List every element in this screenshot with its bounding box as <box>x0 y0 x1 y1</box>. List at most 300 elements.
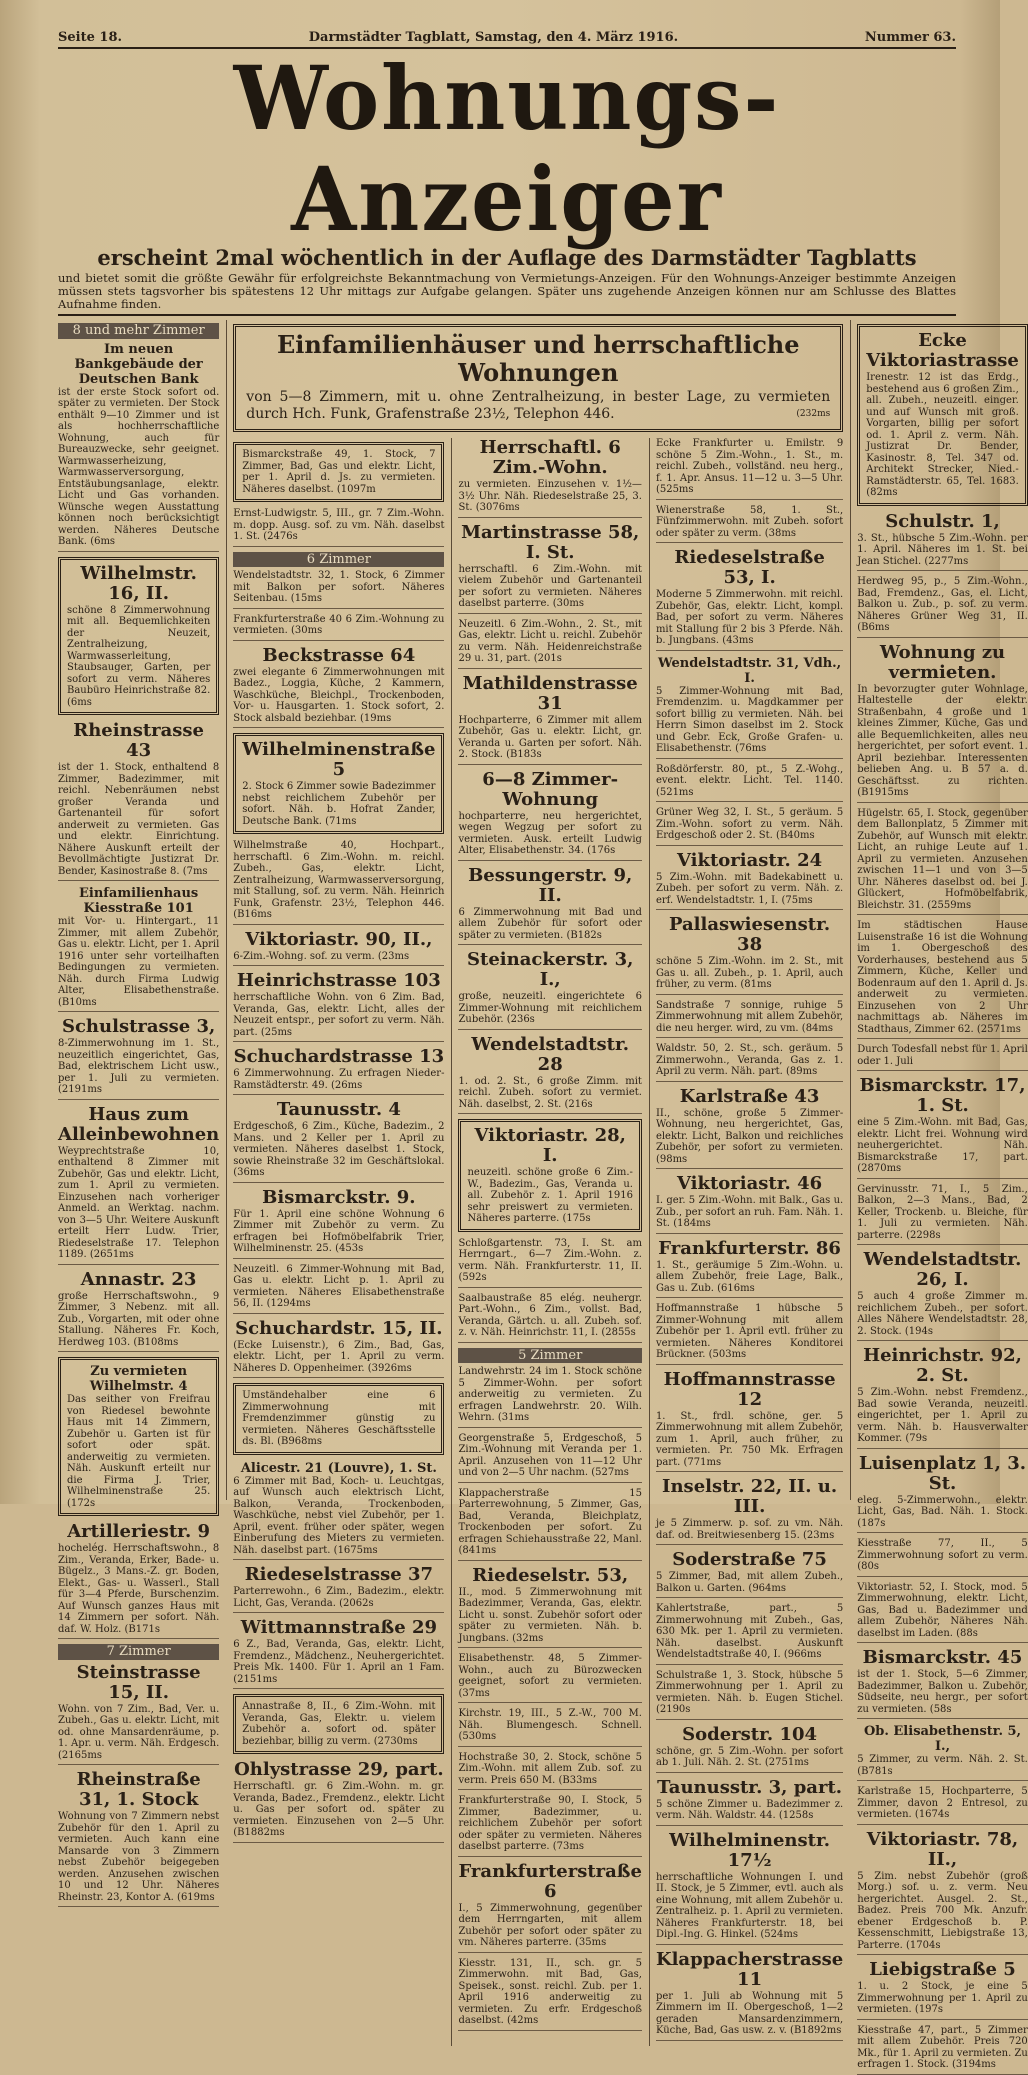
ad-text <box>857 1981 1028 2016</box>
ad-code: (71ms <box>325 815 357 827</box>
ad-title: Alicestr. 21 (Louvre), 1. St. <box>240 1460 437 1476</box>
ad-title: Luisenplatz 1, 3. St. <box>859 1452 1026 1494</box>
ad-code: (B1892ms <box>790 2025 842 2036</box>
ad-listing <box>58 1522 219 1639</box>
ad-text <box>233 570 444 605</box>
ad-text <box>458 1238 641 1284</box>
ad-listing <box>458 1035 641 1115</box>
ad-title: Riedeselstr. 53, <box>472 1564 629 1586</box>
ad-code: (2559ms <box>927 899 972 911</box>
ad-body: Wienerstraße 58, 1. St., Fünfzimmerwohn. mit Zubeh. sofort oder später zu verm. <box>655 504 844 539</box>
ad-text <box>58 1811 219 1903</box>
ad-listing <box>656 1670 843 1720</box>
ad-title: Beckstrasse 64 <box>262 644 416 666</box>
ad-title: Soderstraße 75 <box>672 1549 827 1570</box>
ad-code: (453s <box>335 1243 364 1254</box>
ad-code: (43ms <box>722 635 754 646</box>
ad-text <box>233 1068 444 1091</box>
ad-listing <box>233 930 444 967</box>
ad-body: Wohnung von 7 Zimmern nebst Zubehör für den 1. April zu vermieten. Auch kann eine Mansarde von 3 Zimmern nebst Zubehör beigegeben werden. Anzusehen zwischen 10 und 12 Uhr. Näheres Rheinstr. 23, Kontor A. <box>58 1811 220 1903</box>
ad-body: 1. St., frdl. schöne, ger. 5 Zimmerwohnung mit allem Zubehör, zum 1. April, auch früher, zu vermieten. Pr. 750 Mk. Erfragen part. <box>655 1410 844 1468</box>
ad-title: Steinstrasse 15, II. <box>76 1661 201 1703</box>
ad-listing <box>233 1383 444 1455</box>
ad-text <box>656 1746 843 1769</box>
ad-listing <box>458 438 641 518</box>
issue-number: Nummer 63. <box>864 30 956 45</box>
featured-title: Einfamilienhäuser und herrschaftliche Wohnungen <box>276 330 800 387</box>
ad-code: (503ms <box>708 1349 747 1360</box>
ad-body: hochparterre, neu hergerichtet, wegen Wegzug per sofort zu vermieten. Ausk. erteilt Ludwig Alter, Elisabethenstr. 34. <box>458 810 642 856</box>
ad-title: Riedeselstrasse 37 <box>244 1564 434 1585</box>
ad-text <box>857 1669 1028 1715</box>
ad-body: Schulstraße 1, 3. Stock, hübsche 5 Zimmerwohnung per 1. April zu vermieten. Näh. b. Eugen Stichel. <box>655 1669 844 1704</box>
ad-code: (841ms <box>458 1545 497 1556</box>
featured-code: (232ms <box>796 409 831 419</box>
ad-title: Im neuen Bankgebäude der Deutschen Bank <box>74 341 203 387</box>
ad-text <box>67 1394 210 1509</box>
section-header: 7 Zimmer <box>58 1644 219 1660</box>
ad-code: (B171s <box>124 1623 160 1635</box>
ad-code: (38ms <box>764 527 796 539</box>
ad-listing <box>58 1663 219 1766</box>
ad-code: (B182s <box>566 929 602 941</box>
ad-code: (197s <box>914 2004 944 2015</box>
ad-listing <box>458 1958 641 2031</box>
ad-title: Mathildenstrasse 31 <box>462 672 638 714</box>
ad-listing <box>458 674 641 765</box>
ad-text <box>656 1571 843 1594</box>
ad-title: 6—8 Zimmer-Wohnung <box>482 768 619 810</box>
ad-title: Riedeselstraße 53, I. <box>674 547 825 588</box>
ad-listing <box>857 1076 1028 1179</box>
ad-text <box>656 1872 843 1941</box>
ad-code: (58s <box>929 1703 952 1715</box>
ad-listing <box>58 886 219 1012</box>
ad-text <box>458 715 641 761</box>
ad-code: (2571ms <box>976 1023 1021 1035</box>
ad-body: Roßdörferstr. 80, pt., 5 Z.-Wohg., event. elektr. Licht. Tel. 1140. <box>655 763 844 786</box>
ad-body: Wilhelmstraße 40, Hochpart., herrschaftl. 6 Zim.-Wohn. m. reichl. Zubeh., Gas, elektr. Licht, Zentralheizung, Warmwasserversorgung, mit Stallung, sof. zu verm. Näh. Heinrich Funk, Grafenstr. 23½, Telephon 446. <box>233 840 445 909</box>
ad-listing <box>857 1786 1028 1825</box>
ad-listing <box>656 438 843 500</box>
ad-code: (216s <box>564 1098 593 1110</box>
ad-text <box>656 686 843 755</box>
ad-body: herrschaftliche Wohn. von 6 Zim. Bad, Veranda, Gas, elektr. Licht, alles der Neuzeit entspr., per sofort zu verm. Näh. part. <box>233 992 445 1038</box>
ad-body: Kahlertstraße, part., 5 Zimmerwohnung mit Zubeh., Gas, 630 Mk. per 1. April zu vermieten. Näh. daselbst. Auskunft Wendelstadtstraße 40, I. <box>655 1603 844 1660</box>
ad-text <box>58 1543 219 1635</box>
ad-title: Viktoriastr. 78, II., <box>866 1828 1019 1870</box>
ad-title: Ohlystrasse 29, part. <box>234 1759 444 1780</box>
ad-body: Schloßgartenstr. 73, I. St. am Herrngart., 6—7 Zim.-Wohn. z. verm. Näh. Frankfurterstr. 11, II. <box>458 1237 642 1272</box>
ad-listing <box>233 1618 444 1689</box>
ad-code: (36ms <box>233 1167 265 1178</box>
ad-code: (964ms <box>748 1582 787 1594</box>
ad-text <box>458 1958 641 2027</box>
ad-text <box>233 667 444 725</box>
ad-code: (76ms <box>735 743 767 754</box>
ad-body: Bismarckstraße 49, 1. Stock, 7 Zimmer, Bad, Gas und elektr. Licht, per 1. April d. Js. zu vermieten. Näheres daselbst. <box>242 449 436 495</box>
ad-body: 5 Zimmer, Bad, mit allem Zubeh., Balkon u. Garten. <box>655 1571 844 1594</box>
ad-title: Annastr. 23 <box>80 1268 197 1290</box>
ad-listing <box>656 1087 843 1170</box>
ad-body: 1. St., geräumige 5 Zim.-Wohn. u. allem Zubehör, freie Lage, Balk., Gas u. Zub. <box>655 1259 844 1294</box>
ad-title: Bismarckstr. 9. <box>262 1186 416 1208</box>
column-3 <box>451 438 641 2046</box>
ad-listing <box>233 971 444 1042</box>
ad-body: Wendelstadtstr. 32, 1. Stock, 6 Zimmer mit Balkon per sofort. Näheres Seitenbau. <box>233 570 445 604</box>
ad-listing <box>656 548 843 651</box>
ad-code: (524ms <box>760 1929 798 1940</box>
ad-listing <box>233 614 444 641</box>
ad-listing <box>58 1270 219 1353</box>
ad-code: (37ms <box>458 1687 490 1699</box>
ad-listing <box>656 1303 843 1365</box>
ad-body: 5 Zim. nebst Zubehör (groß Morg.) sof. u. z. verm. Neu hergerichtet. Ausgel. 2. St., Badez. Preis 700 Mk. Anzufr. ebener Erdgeschoß b. P. Kessenschmitt, Liebigstraße 13, Parterre. <box>857 1870 1028 1951</box>
ad-text <box>458 1076 641 1111</box>
ad-text <box>458 811 641 857</box>
ad-body: Umständehalber eine 6 Zimmerwohnung mit Fremdenzimmer günstig zu vermieten. Näheres Geschäftsstelle ds. Bl. <box>242 1390 436 1447</box>
ad-listing <box>857 2025 1028 2075</box>
ad-listing <box>857 324 1028 506</box>
ad-text <box>866 372 1019 499</box>
section-header: 6 Zimmer <box>233 552 444 568</box>
ad-text <box>458 1903 641 1949</box>
ad-text <box>458 1653 641 1699</box>
ad-title: Heinrichstr. 92, 2. St. <box>863 1345 1022 1386</box>
ad-code: (521ms <box>655 786 694 798</box>
ad-title: Haus zum Alleinbewohnen <box>58 1103 220 1145</box>
ad-title: Martinstrasse 58, I. St. <box>461 521 640 563</box>
ad-listing <box>656 1831 843 1945</box>
ad-listing <box>58 1357 219 1516</box>
ad-body: 6-Zim.-Wohng. sof. zu verm. <box>233 950 375 962</box>
ad-text <box>58 762 219 877</box>
ad-body: Kirchstr. 19, III., 5 Z.-W., 700 M. Näh. Blumengesch. Schnell. <box>458 1708 642 1731</box>
ad-text <box>857 1117 1028 1175</box>
ad-listing <box>656 764 843 803</box>
ad-text <box>458 1795 641 1853</box>
ad-body: Karlstraße 15, Hochparterre, 5 Zimmer, davon 2 Entresol, zu vermieten. <box>857 1786 1028 1820</box>
ad-text <box>58 916 219 1008</box>
ad-body: Wohn. von 7 Zim., Bad, Ver. u. Zubeh., Gas u. elektr. Licht, mit od. ohne Mansardenräume, p. 1. Apr. u. verm. Näh. Erdgesch. <box>58 1703 220 1749</box>
ad-code: (23ms <box>377 950 410 962</box>
ad-text <box>857 1538 1028 1573</box>
ad-listing <box>233 1188 444 1259</box>
ad-listing <box>233 1047 444 1095</box>
ad-listing <box>233 442 444 502</box>
ad-text <box>857 1582 1028 1640</box>
ad-listing <box>857 576 1028 638</box>
ad-body: Grüner Weg 32, I. St., 5 geräum. 5 Zim.-Wohn. sofort zu verm. Näh. Erdgeschoß oder 2. St. <box>655 807 844 841</box>
ad-title: Wendelstadtstr. 31, Vdh., I. <box>657 655 842 686</box>
column-2 <box>233 438 444 2046</box>
ad-body: Georgenstraße 5, Erdgeschoß, 5 Zim.-Wohnung mit Veranda per 1. April. Anzusehen von 11—12 Uhr und von 2—5 Uhr nachm. <box>458 1432 642 1478</box>
ad-body: Sandstraße 7 sonnige, ruhige 5 Zimmerwohnung mit allem Zubehör, die neu herger. wird, zu vm. <box>655 999 844 1034</box>
ad-code: (3076ms <box>475 502 520 513</box>
ad-text <box>857 1786 1028 1821</box>
ad-body: Landwehrstr. 24 im 1. Stock schöne 5 Zimmer-Wohn. per sofort anderweitig zu vermieten. Zu erfragen Landwehrstr. 20. Wilh. Wehrn. <box>458 1366 642 1423</box>
ad-body: ist der 1. Stock, 5—6 Zimmer, Badezimmer, Balkon u. Zubehör, Südseite, neu hergr., per sofort zu vermieten. <box>857 1669 1028 1715</box>
ad-listing <box>233 1319 444 1379</box>
ad-text <box>242 1390 435 1448</box>
ad-text <box>656 1000 843 1035</box>
ad-code: (1704s <box>906 1939 941 1951</box>
ad-listing <box>458 950 641 1030</box>
ad-listing <box>857 643 1028 803</box>
ad-code: (3194ms <box>951 2059 996 2070</box>
ad-text <box>857 2025 1028 2071</box>
ad-text <box>857 576 1028 634</box>
ad-listing <box>233 733 444 834</box>
ad-title: Klappacherstrasse 11 <box>655 1948 844 1990</box>
ad-title: Rheinstrasse 43 <box>73 720 205 761</box>
ad-listing <box>656 1725 843 1773</box>
ad-body: Hochparterre, 6 Zimmer mit allem Zubehör, Gas u. elektr. Licht, gr. Veranda u. Garten per sofort. Näh. 2. Stock. <box>458 714 642 760</box>
ad-body: 1. od. 2. St., 6 große Zimm. mit reichl. Zubeh. sofort zu vermiet. Näh. daselbst, 2. St. <box>458 1075 642 1110</box>
ad-listing <box>656 1477 843 1545</box>
ad-body: 5 auch 4 große Zimmer m. reichlichem Zubeh., per sofort. Alles Nähere Wendelstadtstr. 28, 2. Stock. <box>857 1291 1028 1337</box>
ad-code: (525ms <box>655 484 694 495</box>
ad-title: Hoffmannstrasse 12 <box>663 1368 836 1410</box>
columns <box>58 320 1028 2070</box>
ad-text <box>656 1303 843 1361</box>
ad-listing <box>233 570 444 609</box>
ad-title: Steinackerstr. 3, I., <box>467 949 634 990</box>
ad-title: Einfamilienhaus Kiesstraße 101 <box>79 886 199 916</box>
ad-listing <box>857 808 1028 916</box>
ad-body: Elisabethenstr. 48, 5 Zimmer-Wohn., auch zu Bürozwecken geeignet, sofort zu vermieten. <box>458 1653 642 1687</box>
ad-listing <box>458 1653 641 1703</box>
ad-text <box>656 1108 843 1166</box>
ad-body: I., 5 Zimmerwohnung, gegenüber dem Herrngarten, mit allem Zubehör per sofort oder später zu vm. Näheres parterre. <box>458 1902 642 1948</box>
ad-listing <box>458 1366 641 1428</box>
ad-listing <box>656 1550 843 1598</box>
ad-title: Artilleriestr. 9 <box>67 1521 211 1542</box>
ad-body: mit Vor- u. Hintergart., 11 Zimmer, mit allem Zubehör, Gas u. elektr. Licht, per 1. April 1916 unter sehr vorteilhaften Bedingungen zu vermieten. Näh. durch Firma Ludwig Alter, Elisabethenstraße. <box>58 916 220 996</box>
ad-code: (2165ms <box>58 1749 102 1761</box>
ad-code: (1674s <box>914 1809 950 1820</box>
ad-code: (B1882ms <box>233 1827 285 1838</box>
ad-listing <box>458 1752 641 1791</box>
ad-code: (82ms <box>866 487 898 498</box>
ad-body: 3. St., hübsche 5 Zim.-Wohn. per 1. April. Näheres im 1. St. bei Jean Stichel. <box>857 532 1028 567</box>
ad-code: (75ms <box>781 894 813 906</box>
ad-listing <box>857 512 1028 572</box>
ad-text <box>857 1291 1028 1337</box>
ad-text <box>58 1291 219 1349</box>
ad-text <box>233 1639 444 1685</box>
ad-text <box>857 1754 1028 1777</box>
ad-code: (35ms <box>574 1937 607 1948</box>
ad-text <box>467 1167 632 1225</box>
columns-2-4 <box>226 320 844 2036</box>
ad-body: herrschaftliche Wohnungen I. und II. Stock, je 5 Zimmer, evtl. auch als eine Wohnung, mit allem Zubehör u. Zentralheiz. p. 1. April zu vermieten. Näheres Frankfurterstr. 18, bei Dipl.-Ing. G. Hinkel. <box>655 1871 844 1940</box>
ad-title: Wilhelminenstr. 17½ <box>669 1829 831 1871</box>
ad-code: (26ms <box>331 1079 363 1091</box>
ad-body: Kiesstraße 77, II., 5 Zimmerwohnung sofort zu verm. <box>857 1538 1028 1561</box>
ad-listing <box>857 1250 1028 1341</box>
featured-text: von 5—8 Zimmern, mit u. ohne Zentralheizung, in bester Lage, zu vermieten durch Hch. Funk, Grafenstraße 23½, Telephon 446. <box>246 389 831 422</box>
ad-title: Schulstrasse 3, <box>61 1016 216 1037</box>
ad-listing <box>233 840 444 925</box>
ad-body: 6 Z., Bad, Veranda, Gas, elektr. Licht, Fremdenz., Mädchenz., Neuhergerichtet. Preis Mk. 1400. Für 1. April an 1 Fam. <box>233 1639 445 1673</box>
ad-code: (3926ms <box>367 1362 412 1374</box>
ad-body: Ecke Frankfurter u. Emilstr. 9 schöne 5 Zim.-Wohn., 1. St., m. reichl. Zubeh., vollständ. neu herg., f. 1. Apr. Ansus. 11—12 u. 3—5 Uhr. <box>655 438 844 484</box>
ad-code: (2855s <box>601 1327 636 1338</box>
ad-listing <box>458 619 641 669</box>
ad-listing <box>656 656 843 759</box>
ad-text <box>458 1708 641 1743</box>
ad-listing <box>233 508 444 547</box>
ad-listing <box>857 1648 1028 1719</box>
ad-listing <box>458 1433 641 1483</box>
ad-code: (89ms <box>786 1066 818 1077</box>
ad-body: Im städtischen Hause Luisenstraße 16 ist die Wohnung im 1. Obergeschoß des Vorderhauses, bestehend aus 5 Zimmern, Küche, Keller und Bodenraum auf den 1. April d. Js. anderweit zu vermieten. Einzusehen von 2 Uhr nachmittags ab. Näheres im Stadthaus, Zimmer 62. <box>857 920 1028 1035</box>
ad-text <box>233 951 444 963</box>
page-number: Seite 18. <box>58 30 123 45</box>
ad-listing <box>656 1000 843 1039</box>
ad-listing <box>656 915 843 995</box>
ad-body: 5 Zimmer-Wohnung mit Bad, Fremdenzim. u. Magdkammer per sofort billig zu vermieten. Näh. bei Herrn Simon daselbst im 2. Stock und Gebr. Eck, Große Grafen- u. Elisabethenstr. <box>655 685 844 754</box>
ad-text <box>857 1044 1028 1067</box>
ad-code: (6ms <box>67 696 92 708</box>
featured-ad <box>233 324 843 432</box>
ad-listing <box>458 1238 641 1288</box>
ad-title: Viktoriastr. 90, II., <box>245 928 433 950</box>
ad-title: Viktoriastr. 24 <box>677 849 823 871</box>
ad-code: (98ms <box>655 1153 688 1165</box>
ad-title: Rheinstraße 31, 1. Stock <box>76 1769 201 1810</box>
ad-listing <box>656 1778 843 1826</box>
ad-body: 6 Zimmerwohnung mit Bad und allem Zubehör für sofort oder später zu vermieten. <box>458 906 642 941</box>
ad-text <box>233 1340 444 1375</box>
ad-listing <box>458 1119 641 1232</box>
ad-body: 5 Zim.-Wohn. nebst Fremdenz., Bad sowie Veranda, neuzeitl. eingerichtet, per 1. April zu verm. Näh. b. Hausverwalter Kommer. <box>857 1387 1028 1444</box>
ad-code: (2298s <box>906 1229 941 1241</box>
ad-code: (B183s <box>506 749 542 760</box>
ad-listing <box>458 1293 641 1343</box>
ad-code: (73ms <box>552 1841 584 1852</box>
ad-body: 5 Zim.-Wohn. mit Badekabinett u. Zubeh. per sofort zu verm. Näh. z. erf. Wendelstadtstr. 1, I. <box>655 871 844 906</box>
ad-listing <box>656 505 843 544</box>
ad-body: je 5 Zimmerw. p. sof. zu vm. Näh. daf. od. Breitwiesenberg 15. <box>655 1518 844 1541</box>
ad-body: Moderne 5 Zimmerwohn. mit reichl. Zubehör, Gas, elektr. Licht, kompl. Bad, per sofort zu verm. Näheres mit Stallung für 2 bis 3 Pferde. Näh. b. Jungbans. <box>655 589 844 646</box>
ad-listing <box>458 1708 641 1747</box>
ad-text <box>656 589 843 647</box>
ad-text <box>656 1411 843 1469</box>
ad-body: eine 5 Zim.-Wohn. mit Bad, Gas, elektr. Licht frei. Wohnung wird neuhergerichtet. Näh. Bismarckstraße 17, part. <box>857 1117 1028 1163</box>
ad-listing <box>857 1346 1028 1449</box>
ad-body: Frankfurterstraße 90, I. Stock, 5 Zimmer, Badezimmer, u. reichlichem Zubehör per sofort oder später zu vermieten. Näheres daselbst parterre. <box>458 1795 642 1852</box>
ad-text <box>656 872 843 907</box>
ad-listing <box>58 1105 219 1265</box>
ad-code: (2151ms <box>233 1673 278 1685</box>
section-header: 8 und mehr Zimmer <box>58 323 219 339</box>
ad-body: 1. u. 2 Stock, je eine 5 Zimmerwohnung per 1. April zu vermieten. <box>857 1981 1028 2015</box>
ad-body: II., mod. 5 Zimmerwohnung mit Badezimmer, Veranda, Gas, elektr. Licht u. sonst. Zubehör sofort oder später zu vermieten. Näh. b. Jungbans. <box>458 1586 642 1644</box>
ad-listing <box>458 1795 641 1857</box>
column-5 <box>850 320 1028 2070</box>
ad-title: Frankfurterstr. 86 <box>658 1237 841 1259</box>
ad-listing <box>656 807 843 846</box>
ad-listing <box>233 1100 444 1183</box>
ad-code: (7ms <box>182 865 208 877</box>
ad-listing <box>857 1538 1028 1577</box>
ad-title: Karlstraße 43 <box>679 1085 820 1107</box>
ad-text <box>656 807 843 842</box>
ad-title: Wittmannstraße 29 <box>240 1617 438 1638</box>
ad-code: (530ms <box>458 1731 497 1742</box>
ad-listing <box>233 1760 444 1843</box>
ad-code: (2651ms <box>89 1249 134 1260</box>
ad-code: (1294ms <box>266 1298 311 1309</box>
ad-title: Wilhelminenstraße 5 <box>242 739 436 780</box>
ad-code: (2277ms <box>924 555 969 567</box>
ad-title: Wendelstadtstr. 28 <box>471 1033 630 1075</box>
ad-text <box>656 1603 843 1661</box>
ad-body: zu vermieten. Einzusehen v. 1½—3½ Uhr. Näh. Riedeselstraße 25, 3. St. <box>458 479 642 513</box>
ad-body: Gervinusstr. 71, I., 5 Zim., Balkon, 2—3 Mans., Bad, 2 Keller, Trockenb. u. Bleiche, für 1. Juli zu vermieten. Näh. parterre. <box>857 1183 1028 1241</box>
ad-text <box>857 1495 1028 1530</box>
ad-title: Viktoriastr. 46 <box>677 1173 823 1194</box>
ad-text <box>242 449 435 495</box>
ad-code: (187s <box>857 1517 886 1529</box>
ad-body: Neuzeitl. 6 Zimmer-Wohnung mit Bad, Gas u. elektr. Licht p. 1. April zu vermieten. Näheres Elisabethenstraße 56, II. <box>233 1263 445 1309</box>
ad-text <box>857 920 1028 1035</box>
ad-listing <box>58 721 219 881</box>
ad-code: (81ms <box>740 979 772 990</box>
ad-text <box>857 1184 1028 1242</box>
ad-body: zwei elegante 6 Zimmerwohnungen mit Badez., Loggia, Küche, 2 Kammern, Waschküche, Bleichpl., Trockenboden, Vor- u. Hausgarten. 1. Stock sofort, 2. Stock alsbald beziehbar. <box>233 666 445 724</box>
ad-title: Bismarckstr. 45 <box>862 1647 1023 1668</box>
ad-body: Viktoriastr. 52, I. Stock, mod. 5 Zimmerwohnung, elektr. Licht, Gas, Bad u. Badezimmer und allem Zubehör, Näheres Näh. daselbst im Laden. <box>857 1581 1028 1639</box>
ad-code: (88s <box>956 1627 978 1639</box>
ad-text <box>857 533 1028 568</box>
ad-code: (2730ms <box>373 1735 418 1747</box>
ad-text <box>58 1146 219 1261</box>
ad-text <box>656 1799 843 1822</box>
ad-code: (42ms <box>507 2015 539 2026</box>
ad-body: Durch Todesfall nebst für 1. April oder 1. Juli <box>857 1044 1028 1067</box>
ad-body: schöne, gr. 5 Zim.-Wohn. per sofort ab 1. Juli. Näh. 2. St. <box>655 1745 844 1768</box>
ad-text <box>857 684 1028 799</box>
ad-code: (2062s <box>339 1597 374 1609</box>
ad-body: Kiesstraße 47, part., 5 Zimmer mit allem Zubehör. Preis 720 Mk., für 1. April zu vermieten. Zu erfragen 1. Stock. <box>857 2024 1028 2070</box>
ad-code: (527ms <box>591 1467 629 1478</box>
ad-text <box>233 1586 444 1609</box>
ad-listing <box>656 1174 843 1234</box>
ad-body: schöne 8 Zimmerwohnung mit all. Bequemlichkeiten der Neuzeit, Zentralheizung, Warmwasserleitung, Staubsauger, Garten, per sofort zu verm. Näheres Baubüro Heinrichstraße 82. <box>67 604 211 696</box>
ad-text <box>242 781 435 827</box>
ad-text <box>67 605 210 709</box>
masthead-subtitle: erscheint 2mal wöchentlich in der Auflage des Darmstädter Tagblatts <box>97 245 917 270</box>
ad-body: ist der 1. Stock, enthaltend 8 Zimmer, Badezimmer, mit reichl. Nebenräumen nebst großer Veranda und Gartenanteil für sofort anderweit zu vermieten. Gas und elektr. Einrichtung. Nähere Auskunft erteilt der Bevollmächtigte Justizrat Dr. Bender, Kasinostraße 8. <box>58 762 220 877</box>
ad-title: Zu vermieten Wilhelmstr. 4 <box>89 1364 188 1394</box>
ad-text <box>233 1781 444 1839</box>
ad-text <box>458 564 641 610</box>
ad-listing <box>857 1184 1028 1246</box>
ad-code: (B968ms <box>277 1436 323 1447</box>
ad-code: (B781s <box>857 1765 893 1777</box>
ad-listing <box>656 1239 843 1299</box>
ad-code: (1258s <box>778 1810 814 1821</box>
column-4 <box>649 438 843 2046</box>
masthead-title: Wohnungs-Anzeiger <box>233 46 781 251</box>
ad-body: herrschaftl. 6 Zim.-Wohn. mit vielem Zubehör und Gartenanteil per sofort zu vermieten. Näheres daselbst parterre. <box>458 563 642 609</box>
ad-listing <box>656 851 843 911</box>
ad-listing <box>233 1264 444 1314</box>
ad-listing <box>233 1694 444 1754</box>
